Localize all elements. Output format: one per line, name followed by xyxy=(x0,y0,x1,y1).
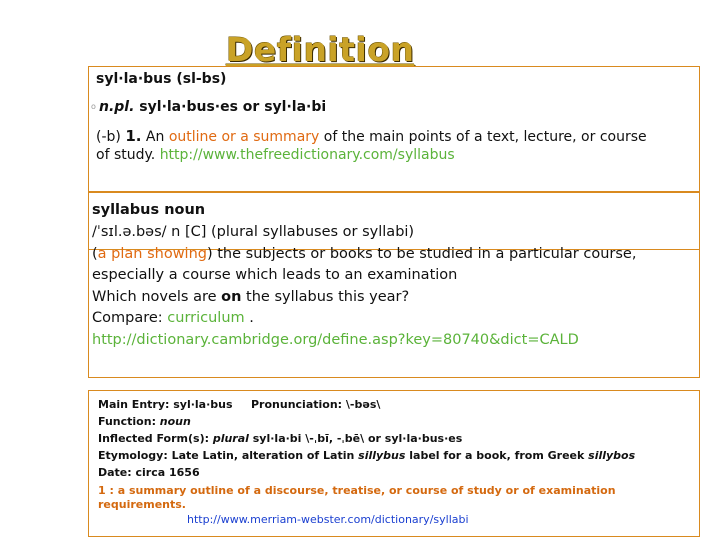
example-bold: on xyxy=(221,289,242,305)
sense-line-2 xyxy=(96,147,455,163)
cambridge-compare xyxy=(92,310,254,326)
sense-number: 1. xyxy=(125,127,142,145)
etym-text-b: label for a book, from Greek xyxy=(405,449,589,462)
entry-headword: syl·la·bus (sl-bs) xyxy=(96,71,227,87)
mw-sense-line-1: 1 : a summary outline of a discourse, treatise, or course of study or of examination xyxy=(98,484,616,497)
sense-prefix: (-b) xyxy=(96,129,126,145)
sense-highlight: outline or a summary xyxy=(168,129,320,145)
cambridge-def-line-2: especially a course which leads to an examination xyxy=(92,267,458,283)
plural-pos: n.pl. xyxy=(99,99,135,115)
compare-label: Compare: xyxy=(92,310,168,326)
sense-text-rest: of the main points of a text, lecture, or course xyxy=(319,129,647,145)
compare-end: . xyxy=(244,310,254,326)
etym-text-a: Etymology: Late Latin, alteration of Latin xyxy=(98,449,359,462)
function xyxy=(98,415,191,428)
mw-sense-line-2: requirements. xyxy=(98,498,186,511)
def-rest: ) the subjects or books to be studied in a particular course, xyxy=(206,246,637,262)
cambridge-def-line-1 xyxy=(92,246,636,262)
sense-line2-text: of study. xyxy=(96,147,160,163)
cambridge-headword: syllabus noun xyxy=(92,202,206,218)
cambridge-pronunciation: /ˈsɪl.ə.bəs/ n [C] (plural syllabuses or syllabi) xyxy=(92,224,415,240)
example-b: the syllabus this year? xyxy=(241,289,410,305)
plural-list: syl·la·bus·es or syl·la·bi xyxy=(134,99,327,115)
def-highlight: a plan showing xyxy=(97,246,207,262)
inflected-label: Inflected Form(s): xyxy=(98,432,213,445)
main-entry: Main Entry: syl·la·bus xyxy=(98,398,233,411)
definition-box-cambridge xyxy=(88,192,700,378)
freedictionary-link[interactable]: http://www.thefreedictionary.com/syllabus xyxy=(159,147,455,163)
etym-sillybus: sillybus xyxy=(358,449,406,462)
sense-line-1 xyxy=(96,127,647,145)
example-a: Which novels are xyxy=(92,289,222,305)
merriam-webster-link[interactable]: http://www.merriam-webster.com/dictionary/syllabi xyxy=(187,513,469,526)
date: Date: circa 1656 xyxy=(98,466,200,479)
inflected-plural: plural xyxy=(212,432,249,445)
cambridge-link[interactable]: http://dictionary.cambridge.org/define.asp?key=80740&dict=CALD xyxy=(92,332,579,348)
cambridge-example xyxy=(92,289,409,305)
function-value: noun xyxy=(159,415,191,428)
page-title: Definition xyxy=(226,30,415,69)
inflected-forms xyxy=(98,432,462,445)
sense-text-a: An xyxy=(141,129,169,145)
bullet-dot: o xyxy=(91,102,96,111)
curriculum-link[interactable]: curriculum xyxy=(167,310,245,326)
etym-sillybos: sillybos xyxy=(588,449,636,462)
function-label: Function: xyxy=(98,415,160,428)
etymology xyxy=(98,449,635,462)
plural-forms xyxy=(99,99,326,115)
paren-open: ( xyxy=(92,246,98,262)
pronunciation: Pronunciation: \-bəs\ xyxy=(251,398,381,411)
inflected-rest: syl·la·bi \-ˌbī, -ˌbē\ or syl·la·bus·es xyxy=(248,432,463,445)
